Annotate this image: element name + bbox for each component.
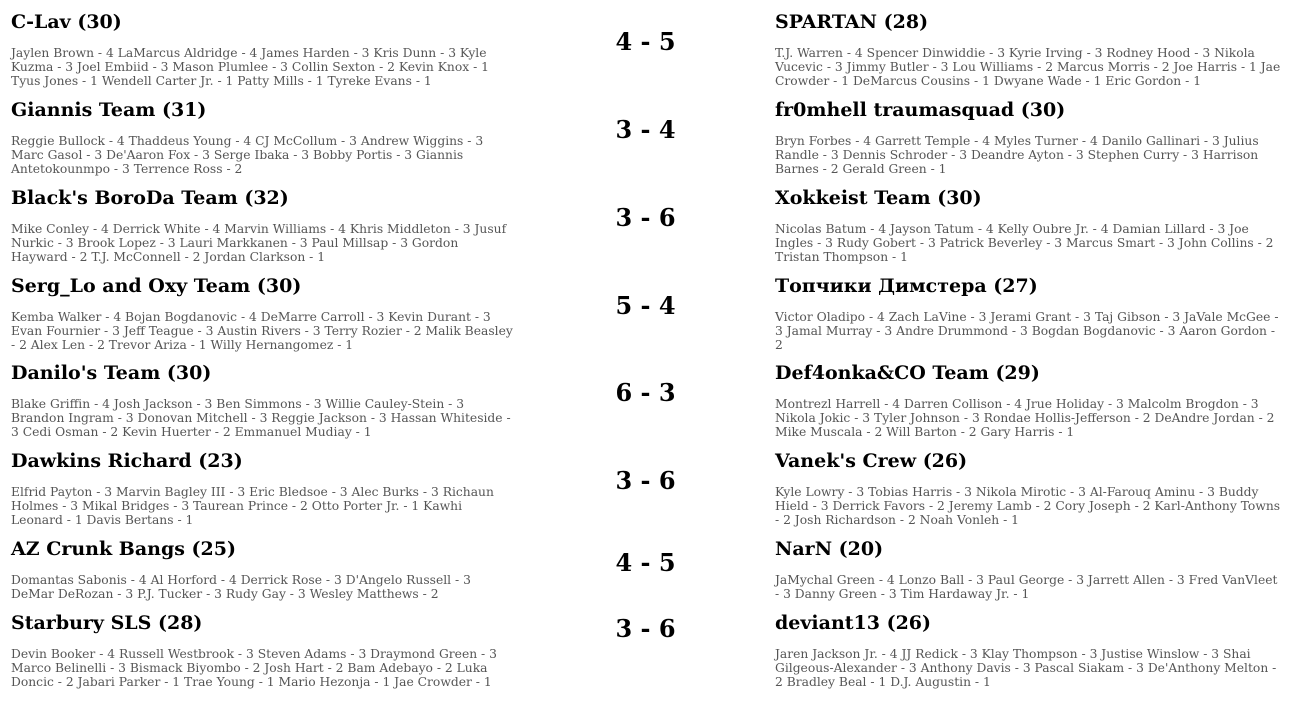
- team-name: Serg_Lo and Oxy Team (30): [11, 275, 302, 297]
- team-name: Danilo's Team (30): [11, 362, 212, 384]
- team-name: Def4onka&CO Team (29): [775, 362, 1040, 384]
- right-team: [775, 264, 1281, 352]
- team-name: C-Lav (30): [11, 11, 122, 33]
- right-team: [775, 527, 1281, 601]
- team-roster: Elfrid Payton - 3 Marvin Bagley III - 3 Eric Bledsoe - 3 Alec Burks - 3 Richaun Holmes - 3 Mikal Bridges - 3 Taurean Prince - 2 Otto Porter Jr. - 1 Kawhi Leonard - 1 Davis Bertans - 1: [11, 485, 494, 527]
- team-roster: Devin Booker - 4 Russell Westbrook - 3 Steven Adams - 3 Draymond Green - 3 Marco Belinelli - 3 Bismack Biyombo - 2 Josh Hart - 2 Bam Adebayo - 2 Luka Doncic - 2 Jabari Parker - 1 Trae Young - 1 Mario Hezonja - 1 Jae Crowder - 1: [11, 647, 497, 689]
- team-roster: Jaren Jackson Jr. - 4 JJ Redick - 3 Klay Thompson - 3 Justise Winslow - 3 Shai Gilgeous-Alexander - 3 Anthony Davis - 3 Pascal Siakam - 3 De'Anthony Melton - 2 Bradley Beal - 1 D.J. Augustin - 1: [775, 647, 1277, 689]
- right-team: [775, 0, 1281, 88]
- right-team: [775, 88, 1281, 176]
- team-roster: Kyle Lowry - 3 Tobias Harris - 3 Nikola Mirotic - 3 Al-Farouq Aminu - 3 Buddy Hield - 3 Derrick Favors - 2 Jeremy Lamb - 2 Cory Joseph - 2 Karl-Anthony Towns - 2 Josh Richardson - 2 Noah Vonleh - 1: [775, 485, 1281, 527]
- matchup-row: [0, 0, 1291, 88]
- team-roster: Domantas Sabonis - 4 Al Horford - 4 Derrick Rose - 3 D'Angelo Russell - 3 DeMar DeRozan - 3 P.J. Tucker - 3 Rudy Gay - 3 Wesley Matthews - 2: [11, 573, 471, 601]
- team-roster: Nicolas Batum - 4 Jayson Tatum - 4 Kelly Oubre Jr. - 4 Damian Lillard - 3 Joe Ingles - 3 Rudy Gobert - 3 Patrick Beverley - 3 Marcus Smart - 3 John Collins - 2 Tristan Thompson - 1: [775, 222, 1274, 264]
- matchup-row: [0, 351, 1291, 439]
- match-score: 3 - 6: [615, 203, 676, 232]
- team-roster: Jaylen Brown - 4 LaMarcus Aldridge - 4 James Harden - 3 Kris Dunn - 3 Kyle Kuzma - 3 Joel Embiid - 3 Mason Plumlee - 3 Collin Sexton - 2 Kevin Knox - 1 Tyus Jones - 1 Wendell Carter Jr. - 1 Patty Mills - 1 Tyreke Evans - 1: [11, 46, 489, 88]
- team-name: Starbury SLS (28): [11, 612, 203, 634]
- team-roster: JaMychal Green - 4 Lonzo Ball - 3 Paul George - 3 Jarrett Allen - 3 Fred VanVleet - 3 Danny Green - 3 Tim Hardaway Jr. - 1: [775, 573, 1278, 601]
- matchup-row: [0, 88, 1291, 176]
- team-name: Топчики Димстера (27): [775, 275, 1038, 297]
- team-roster: T.J. Warren - 4 Spencer Dinwiddie - 3 Kyrie Irving - 3 Rodney Hood - 3 Nikola Vucevic - 3 Jimmy Butler - 3 Lou Williams - 2 Marcus Morris - 2 Joe Harris - 1 Jae Crowder - 1 DeMarcus Cousins - 1 Dwyane Wade - 1 Eric Gordon - 1: [775, 46, 1281, 88]
- match-score: 4 - 5: [615, 27, 676, 56]
- team-roster: Bryn Forbes - 4 Garrett Temple - 4 Myles Turner - 4 Danilo Gallinari - 3 Julius Randle - 3 Dennis Schroder - 3 Deandre Ayton - 3 Stephen Curry - 3 Harrison Barnes - 2 Gerald Green - 1: [775, 134, 1259, 176]
- right-team: [775, 601, 1281, 689]
- match-score: 3 - 6: [615, 614, 676, 643]
- team-roster: Kemba Walker - 4 Bojan Bogdanovic - 4 DeMarre Carroll - 3 Kevin Durant - 3 Evan Fournier - 3 Jeff Teague - 3 Austin Rivers - 3 Terry Rozier - 2 Malik Beasley - 2 Alex Len - 2 Trevor Ariza - 1 Willy Hernangomez - 1: [11, 310, 513, 352]
- team-roster: Mike Conley - 4 Derrick White - 4 Marvin Williams - 4 Khris Middleton - 3 Jusuf Nurkic - 3 Brook Lopez - 3 Lauri Markkanen - 3 Paul Millsap - 3 Gordon Hayward - 2 T.J. McConnell - 2 Jordan Clarkson - 1: [11, 222, 507, 264]
- team-name: Black's BoroDa Team (32): [11, 187, 289, 209]
- right-team: [775, 176, 1281, 264]
- match-score: 6 - 3: [615, 378, 676, 407]
- team-roster: Reggie Bullock - 4 Thaddeus Young - 4 CJ McCollum - 3 Andrew Wiggins - 3 Marc Gasol - 3 De'Aaron Fox - 3 Serge Ibaka - 3 Bobby Portis - 3 Giannis Antetokounmpo - 3 Terrence Ross - 2: [11, 134, 484, 176]
- team-name: deviant13 (26): [775, 612, 932, 634]
- team-name: fr0mhell traumasquad (30): [775, 99, 1066, 121]
- match-score: 3 - 6: [615, 466, 676, 495]
- team-roster: Victor Oladipo - 4 Zach LaVine - 3 Jerami Grant - 3 Taj Gibson - 3 JaVale McGee - 3 Jamal Murray - 3 Andre Drummond - 3 Bogdan Bogdanovic - 3 Aaron Gordon - 2: [775, 310, 1279, 352]
- match-score: 5 - 4: [615, 291, 676, 320]
- matchup-row: [0, 601, 1291, 689]
- team-name: Dawkins Richard (23): [11, 450, 243, 472]
- right-team: [775, 351, 1281, 439]
- team-roster: Montrezl Harrell - 4 Darren Collison - 4 Jrue Holiday - 3 Malcolm Brogdon - 3 Nikola Jokic - 3 Tyler Johnson - 3 Rondae Hollis-Jefferson - 2 DeAndre Jordan - 2 Mike Muscala - 2 Will Barton - 2 Gary Harris - 1: [775, 397, 1275, 439]
- matchup-row: [0, 439, 1291, 527]
- matchup-row: [0, 527, 1291, 601]
- team-name: Giannis Team (31): [11, 99, 207, 121]
- team-name: Xokkeist Team (30): [775, 187, 982, 209]
- team-name: Vanek's Crew (26): [775, 450, 968, 472]
- right-team: [775, 439, 1281, 527]
- matchup-row: [0, 264, 1291, 351]
- matchup-row: [0, 176, 1291, 264]
- team-name: AZ Crunk Bangs (25): [11, 538, 236, 560]
- team-name: SPARTAN (28): [775, 11, 929, 33]
- team-roster: Blake Griffin - 4 Josh Jackson - 3 Ben Simmons - 3 Willie Cauley-Stein - 3 Brandon Ingram - 3 Donovan Mitchell - 3 Reggie Jackson - 3 Hassan Whiteside - 3 Cedi Osman - 2 Kevin Huerter - 2 Emmanuel Mudiay - 1: [11, 397, 511, 439]
- match-score: 4 - 5: [615, 548, 676, 577]
- team-name: NarN (20): [775, 538, 884, 560]
- match-score: 3 - 4: [615, 115, 676, 144]
